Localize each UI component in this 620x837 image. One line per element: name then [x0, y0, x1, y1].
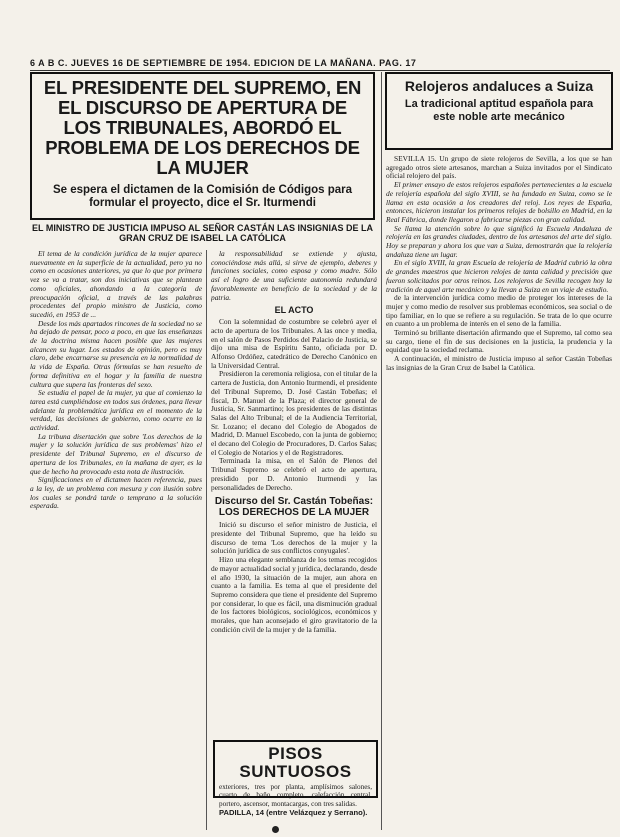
- paragraph: El primer ensayo de estos relojeros españoles pertenecientes a la escuela de relojería española del siglo XVIII, se ha fundado en Suiza, como se le llama en esta ocasión a los creadores del reloj. Los reyes de España, entonces, hicieron instalar los primeros relojes de bolsillo en Madrid, en la Real Fábrica, donde llegaron a fabricarse piezas con gran calidad.: [386, 180, 612, 224]
- paragraph: Con la solemnidad de costumbre se celebró ayer el acto de apertura de los Tribunales. A las once y media, en el salón de Pasos Perdidos del Palacio de Justicia, se dijo una misa de Espíritu Santo, oficiada por D. Alfonso Ordóñez, catedrático de Derecho Canónico en la Universidad Central.: [211, 317, 377, 370]
- side-title: Relojeros andaluces a Suiza: [404, 78, 594, 94]
- side-deck: La tradicional aptitud española para este noble arte mecánico: [404, 98, 594, 123]
- ad-address: [219, 809, 372, 818]
- paragraph: Terminó su brillante disertación afirmando que el Supremo, tal como sea su cargo, tiene el fin de sus decisiones en la justicia, la prudencia y la equidad que la sociedad reclama.: [386, 328, 612, 355]
- paragraph: SEVILLA 15. Un grupo de siete relojeros de Sevilla, a los que se han agregado otros siete artesanos, marchan a Suiza invitados por el Sindicato oficial relojero del país.: [386, 155, 612, 181]
- paragraph: En el siglo XVIII, la gran Escuela de relojería de Madrid cubrió la obra de grandes maestros que hicieron relojes de tanta calidad y precisión que fueron solicitados por otros reinos. Los relojeros de Sevilla recogen hoy la tradición de aquel arte mecánico y la llevan a Suiza en un viaje de estudio.: [386, 258, 612, 294]
- column-rule: [206, 250, 207, 830]
- minister-note: EL MINISTRO DE JUSTICIA IMPUSO AL SEÑOR CASTÁN LAS INSIGNIAS DE LA GRAN CRUZ DE ISABEL LA CATÓLICA: [31, 223, 374, 243]
- article-column-2: [211, 250, 377, 734]
- paragraph: Se llama la atención sobre lo que significó la Escuela Andaluza de relojería en las grandes ciudades, dentro de los artesanos del arte del siglo. Hoy se preparan y ahora los que van a Suiza, demostrarán que la relojería andaluza tiene un lugar.: [386, 223, 612, 259]
- ad-text: exteriores, tres por planta, amplísimos salones, cuarto de baño completo, calefacción central, portero, ascensor, montacargas, con tres salidas.: [219, 783, 372, 808]
- paragraph: La tribuna disertación que sobre 'Los derechos de la mujer y la solución jurídica de sus problemas' hizo el presidente del Tribunal Supremo, en el discurso de apertura de los Tribunales, en la mañana de ayer, es la que de hecho ha provocado esta nota de ilustración.: [30, 431, 202, 476]
- paragraph: El tema de la condición jurídica de la mujer aparece nuevamente en la superficie de la actualidad, pero ya no como en ocasiones anteriores, ya que lo que por primera vez se va a tratar, son dos iniciativas que se plantean como oficiales, ahondando a la categoría de preocupación oficial, a través de las palabras procedentes del propio ministro de Justicia, como sucedió, en 1953 de ...: [30, 250, 202, 319]
- bullet-mark-icon: [272, 826, 279, 833]
- paragraph: Terminada la misa, en el Salón de Plenos del Tribunal Supremo se celebró el acto de apertura, presidido por D. Antonio Iturmendi y las personalidades de Derecho.: [211, 456, 377, 492]
- ad-address-text: PADILLA, 14 (entre Velázquez y Serrano).: [219, 808, 368, 818]
- article-column-1: [30, 250, 202, 830]
- classified-ad: [213, 740, 378, 818]
- paragraph: Presidieron la ceremonia religiosa, con el titular de la cartera de Justicia, don Antonio Iturmendi, el presidente del Tribunal Supremo, D. José Castán Tobeñas; el fiscal, D. Manuel de la Plaza; el director general de Justicia, Sr. Sanmartino; los presidentes de las distintas Salas del Alto Tribunal; el de la Audiencia Territorial, Sr. Lozano; el decano del Colegio de Abogados de Madrid, D. Manuel Escobedo, con la junta de gobierno; el decano del Colegio de Procuradores, D. Carlos Salas; el Colegio de Notarios y el de Registradores.: [211, 369, 377, 457]
- paragraph: Se estudia el papel de la mujer, ya que al comienzo la tarea está cumpliéndose en todos sus órdenes, para llevar adelante la problemática jurídica en el momento de la verdad, las decisiones de gobierno, como ocurre en la actividad.: [30, 388, 202, 433]
- paragraph: A continuación, el ministro de Justicia impuso al señor Castán Tobeñas las insignias de la Gran Cruz de Isabel la Católica.: [386, 354, 612, 372]
- paragraph: Significaciones en el dictamen hacen referencia, pues a la ley, de un problema con mesura y con ilusión sobre los cuales se pondrá tarde o temprano a la solución esperada.: [30, 475, 202, 511]
- main-headline: EL PRESIDENTE DEL SUPREMO, EN EL DISCURSO DE APERTURA DE LOS TRIBUNALES, ABORDÓ EL PROBLEMA DE LOS DERECHOS DE LA MUJER: [43, 77, 362, 178]
- main-headline-box: [30, 72, 375, 220]
- column-rule: [381, 72, 382, 830]
- section-subhead: Discurso del Sr. Castán Tobeñas: LOS DERECHOS DE LA MUJER: [214, 496, 374, 519]
- paragraph: Inició su discurso el señor ministro de Justicia, el presidente del Tribunal Supremo, que ha leído su discurso de tema 'Los derechos de la mujer y la solución jurídica de sus conflictos conyugales'.: [211, 520, 377, 556]
- article-column-3: [386, 155, 612, 830]
- side-headline-box: [385, 72, 613, 150]
- page-header: 6 A B C. JUEVES 16 DE SEPTIEMBRE DE 1954. EDICION DE LA MAÑANA. PAG. 17: [30, 58, 610, 71]
- paragraph: Hizo una elegante semblanza de los temas recogidos de mayor actualidad social y jurídica, declarando, desde el año 1930, la situación de la mujer, aun ahora en cuanto a la familia. Es tema al que el presidente del Supremo considera que tiene el presidente del Supremo por considerar, lo que es fácil, una disminución gradual de los factores biológicos, sociológicos, económicos y morales, que han aconsejado el giro gravitatorio de la condición civil de la mujer y de la familia.: [211, 555, 377, 634]
- main-deck: Se espera el dictamen de la Comisión de Códigos para formular el proyecto, dice el Sr. Iturmendi: [52, 184, 353, 209]
- paragraph: Desde los más apartados rincones de la sociedad no se ha dejado de pensar, poco a poco, en que las enseñanzas de la doctrina misma hacen posible que las mujeres alcancen su lugar. Los estados de opinión, pero es muy claro, debe encarnarse su presencia en la normalidad de la vida de España. Otras fórmulas se han resuelto de forma definitiva en el hogar y la familia de nuestra cultura que supera las fronteras del sexo.: [30, 318, 202, 389]
- section-subhead: EL ACTO: [274, 305, 314, 316]
- ad-title: PISOS SUNTUOSOS: [239, 744, 352, 781]
- paragraph: la responsabilidad se extiende y ajusta, conociéndose más allá, si sirve de ejemplo, deberes y funciones sociales, como esposa y como madre. Sólo así el logro de una suficiente autonomía redundará favorablemente en beneficio de la sociedad y de la patria.: [211, 250, 377, 302]
- paragraph: de la intervención jurídica como medio de proteger los intereses de la mujer y como medio de resolver sus problemas económicos, sea social o de tipo familiar, en lo que se refiere a su regulación. Se trata de lo que ocurre en cuanto a un problema de interés en el seno de la familia.: [386, 293, 612, 329]
